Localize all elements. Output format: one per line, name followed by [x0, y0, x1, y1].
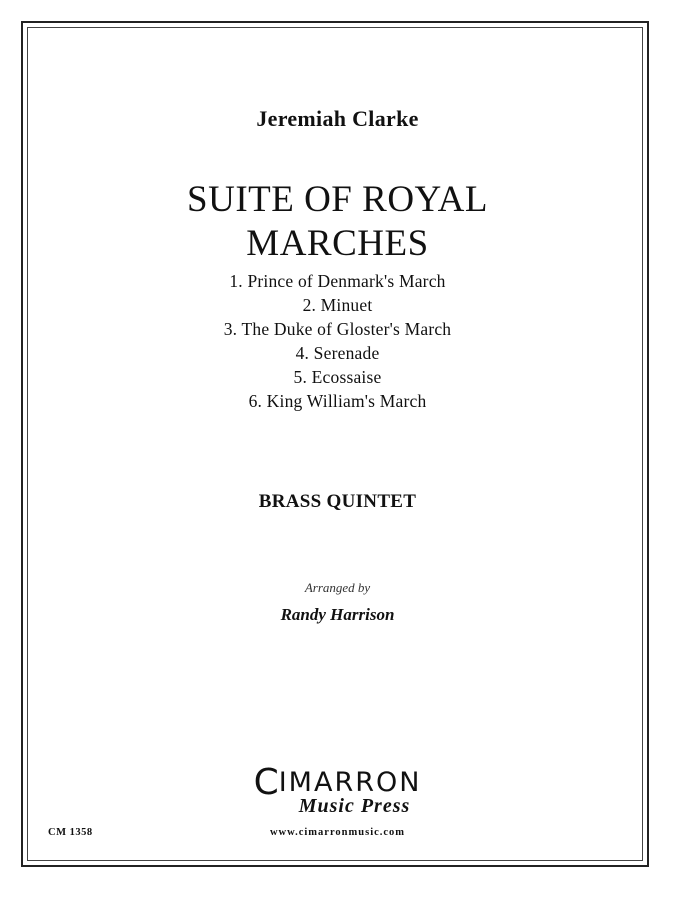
arranger-name: Randy Harrison	[280, 605, 395, 624]
inner-page-border	[27, 27, 643, 861]
movement-item: 5. Ecossaise	[293, 367, 382, 387]
publisher-logo-wordmark	[0, 762, 675, 803]
catalog-number: CM 1358	[48, 827, 93, 838]
title-line-1: SUITE OF ROYAL	[187, 179, 488, 220]
composer-name: Jeremiah Clarke	[256, 106, 419, 131]
arranged-by-label: Arranged by	[304, 580, 371, 595]
title-line-2: MARCHES	[246, 223, 429, 264]
instrumentation: BRASS QUINTET	[258, 491, 417, 512]
movement-item: 4. Serenade	[295, 343, 380, 363]
publisher-logo-subtitle: Music Press	[298, 795, 411, 817]
movement-item: 1. Prince of Denmark's March	[229, 271, 446, 291]
movement-item: 6. King William's March	[248, 391, 427, 411]
movement-item: 3. The Duke of Gloster's March	[223, 319, 452, 339]
logo-initial: C	[253, 762, 279, 803]
piece-title	[0, 178, 675, 266]
publisher-website: www.cimarronmusic.com	[269, 827, 406, 838]
logo-rest: IMARRON	[278, 767, 422, 798]
publisher-logo	[0, 762, 675, 817]
movement-item: 2. Minuet	[302, 295, 373, 315]
movement-list	[0, 269, 675, 413]
